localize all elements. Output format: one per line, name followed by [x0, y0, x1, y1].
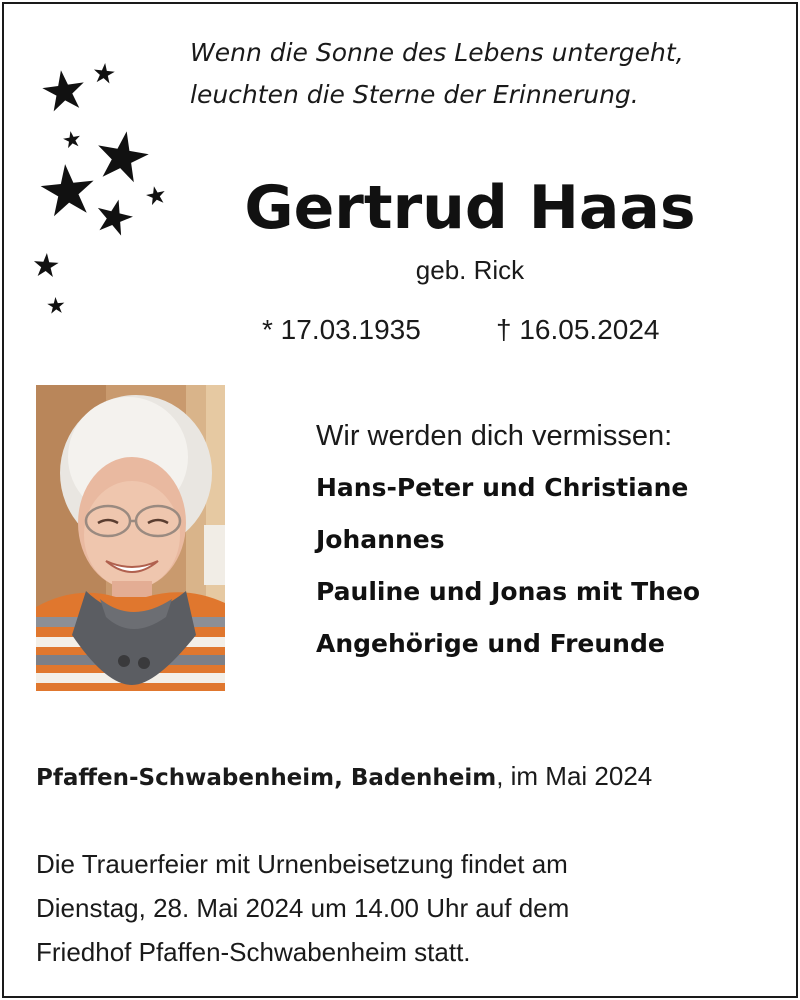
place-date: , im Mai 2024 [496, 761, 653, 791]
mourners-intro: Wir werden dich vermissen: [316, 420, 673, 452]
memorial-quote [190, 32, 770, 116]
service-line: Die Trauerfeier mit Urnenbeisetzung findet am [36, 849, 568, 879]
star-icon [62, 130, 82, 149]
star-icon [47, 296, 65, 313]
star-icon [93, 127, 152, 184]
deceased-name: Gertrud Haas [244, 173, 696, 243]
star-icon [145, 184, 167, 206]
star-icon [93, 62, 116, 84]
place-and-date [36, 758, 776, 796]
mourners-list [316, 410, 776, 670]
birth-name: geb. Rick [415, 255, 525, 285]
star-icon [33, 252, 59, 277]
service-line: Dienstag, 28. Mai 2024 um 14.00 Uhr auf dem [36, 893, 570, 923]
quote-line: leuchten die Sterne der Erinnerung. [190, 80, 639, 109]
star-icon [40, 67, 87, 112]
mourner-name: Pauline und Jonas mit Theo [316, 577, 701, 606]
portrait-photo [36, 385, 225, 691]
star-cluster [30, 58, 180, 328]
service-line: Friedhof Pfaffen-Schwabenheim statt. [36, 937, 471, 967]
funeral-service-info [36, 842, 776, 974]
mourner-name: Angehörige und Freunde [316, 629, 665, 658]
star-icon [39, 161, 97, 217]
birth-date: * 17.03.1935 [262, 314, 421, 345]
mourner-name: Johannes [316, 525, 445, 554]
death-date: † 16.05.2024 [496, 314, 660, 345]
mourner-names [316, 462, 776, 670]
place-towns: Pfaffen-Schwabenheim, Badenheim [36, 765, 497, 791]
quote-line: Wenn die Sonne des Lebens untergeht, [190, 38, 684, 67]
portrait-illustration [36, 385, 225, 691]
mourner-name: Hans-Peter und Christiane [316, 473, 689, 502]
star-icon [93, 195, 136, 237]
